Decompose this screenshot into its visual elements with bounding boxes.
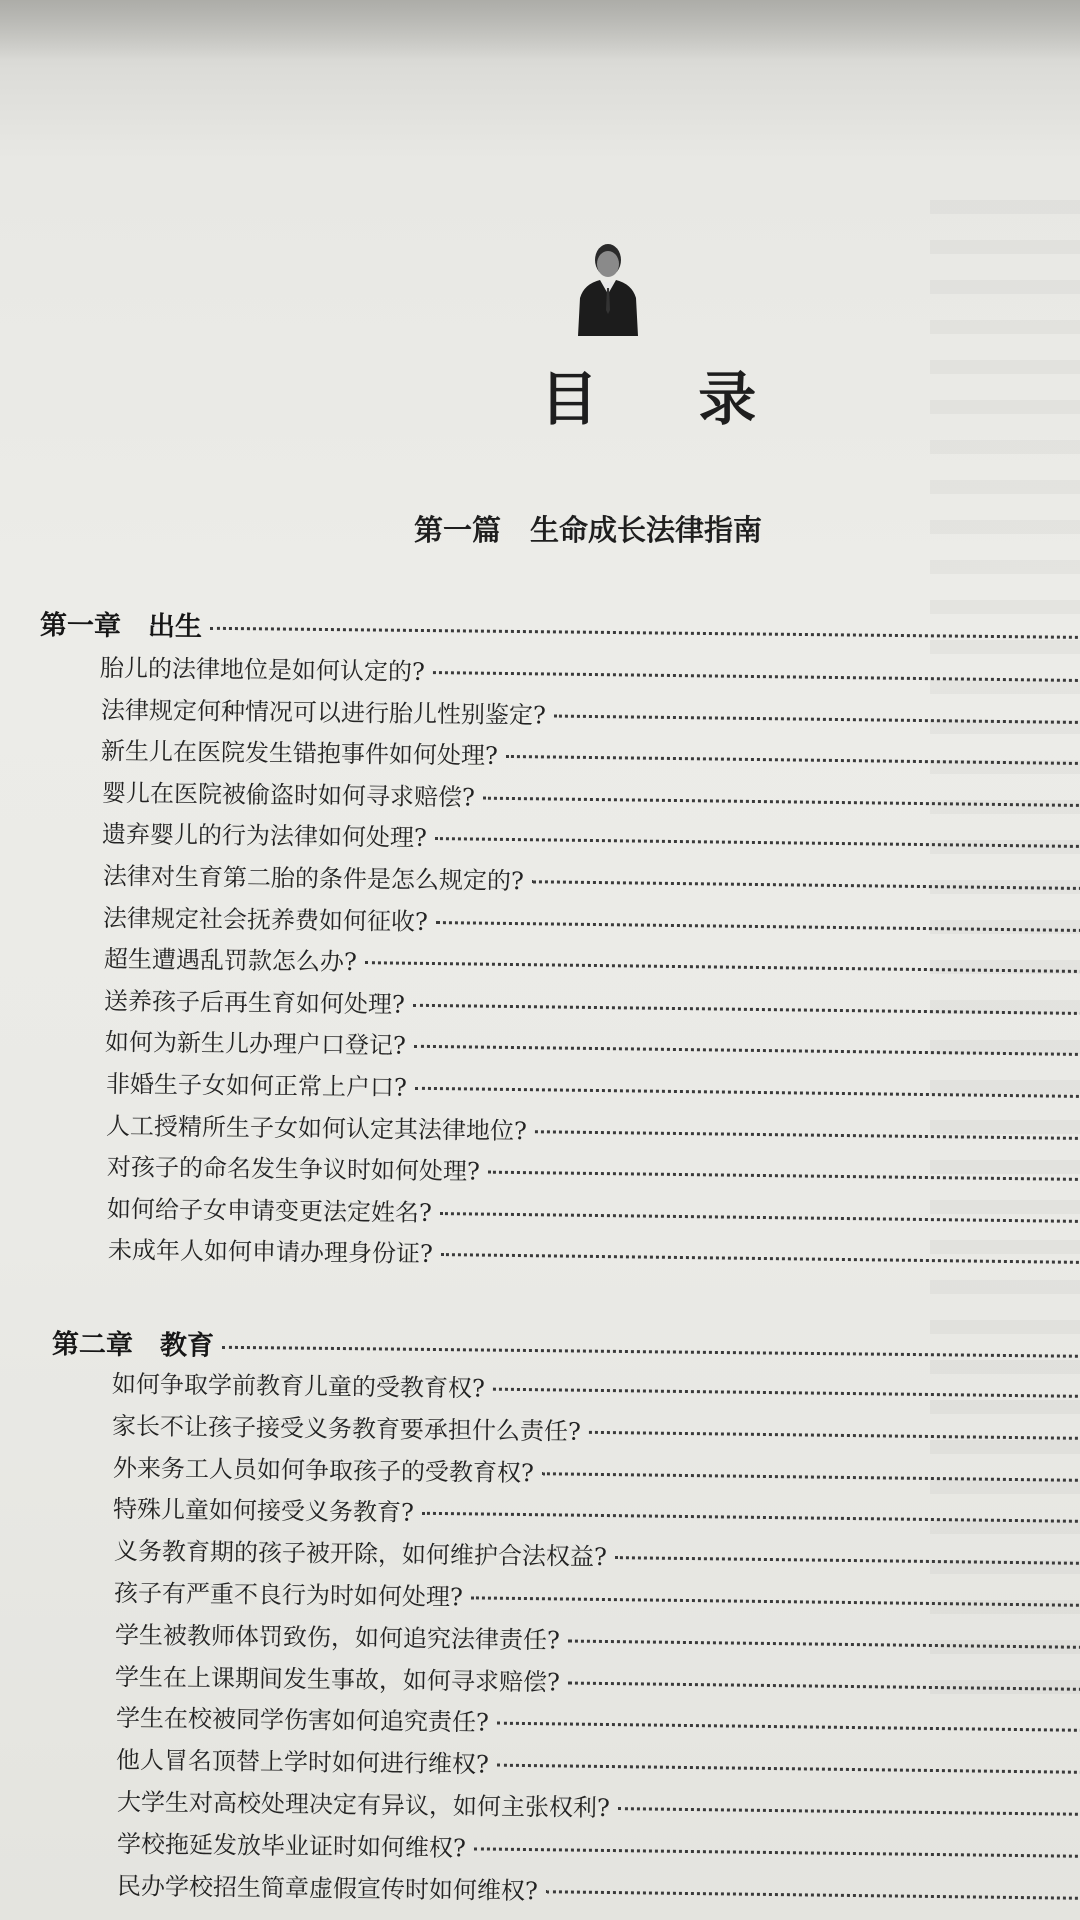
toc-entry-label: 如何为新生儿办理户口登记? [104,1028,406,1061]
toc-entry-label: 法律对生育第二胎的条件是怎么规定的? [102,862,524,896]
leader-dots [615,1555,1080,1565]
leader-dots [493,1387,1080,1398]
leader-dots [568,1680,1080,1690]
toc-entry-label: 超生遭遇乱罚款怎么办? [103,945,357,977]
leader-dots [414,1044,1080,1056]
leader-dots [471,1595,1080,1607]
leader-dots [589,1430,1080,1440]
toc-entry-label: 未成年人如何申请办理身份证? [107,1236,433,1269]
toc-entry-label: 法律规定何种情况可以进行胎儿性别鉴定? [100,695,546,730]
leader-dots [440,1211,1080,1223]
leader-dots [422,1511,1080,1523]
chapter-label: 第二章 教育 [51,1329,215,1362]
toc-entry-label: 学生在校被同学伤害如何追究责任? [115,1704,489,1737]
leader-dots [441,1252,1080,1264]
toc-entry-label: 婴儿在医院被偷盗时如何寻求赔偿? [101,778,475,812]
leader-dots [414,1086,1080,1098]
page-shadow [0,0,1080,60]
leader-dots [435,836,1080,848]
leader-dots [474,1846,1080,1858]
leader-dots [482,795,1080,806]
toc-entry-label: 遗弃婴儿的行为法律如何处理? [102,820,428,853]
leader-dots [567,1638,1080,1648]
toc-entry-label: 学生在上课期间发生事故，如何寻求赔偿? [114,1662,561,1697]
chapter-heading[interactable] [40,603,1080,654]
toc-entry[interactable] [116,1740,1080,1790]
toc-entry-label: 如何争取学前教育儿童的受教育权? [111,1370,486,1403]
toc-entry-label: 送养孩子后再生育如何处理? [104,986,406,1019]
toc-entry-label: 新生儿在医院发生错抱事件如何处理? [100,737,499,771]
page-title: 目 录 [540,365,797,433]
leader-dots [532,879,1080,890]
leader-dots [496,1721,1080,1732]
toc-entry[interactable] [117,1866,1080,1916]
leader-dots [436,920,1080,932]
toc-entry[interactable] [117,1824,1080,1874]
leader-dots [365,960,1080,973]
part-heading: 第一篇 生命成长法律指南 [414,513,763,547]
leader-dots [617,1806,1080,1816]
toc-entry-label: 民办学校招生简章虚假宣传时如何维权? [117,1871,539,1905]
leader-dots [413,1003,1080,1015]
toc-entry-label: 法律规定社会抚养费如何征收? [103,903,429,936]
toc-entry-label: 如何给子女申请变更法定姓名? [106,1194,433,1227]
leader-dots [535,1129,1080,1140]
toc-entry-label: 非婚生子女如何正常上户口? [105,1070,407,1102]
toc-entry-label: 特殊儿童如何接受义务教育? [113,1495,415,1528]
leader-dots [553,713,1080,724]
leader-dots [542,1471,1080,1482]
toc-entry-label: 学校拖延发放毕业证时如何维权? [116,1829,466,1863]
leader-dots [433,670,1080,682]
toc-entry-label: 孩子有严重不良行为时如何处理? [114,1579,464,1612]
toc-entry-label: 外来务工人员如何争取孩子的受教育权? [112,1453,534,1487]
leader-dots [210,626,1080,639]
toc-entry-label: 他人冒名顶替上学时如何进行维权? [115,1746,490,1779]
toc-entry-label: 家长不让孩子接受义务教育要承担什么责任? [112,1411,582,1446]
toc-entry-label: 人工授精所生子女如何认定其法律地位? [105,1111,528,1145]
toc-entry-label: 义务教育期的孩子被开除，如何维护合法权益? [113,1537,607,1572]
toc-entry-label: 对孩子的命名发生争议时如何处理? [106,1153,480,1186]
leader-dots [506,754,1080,765]
toc-entry-label: 学生被教师体罚致伤，如何追究法律责任? [114,1620,560,1655]
leader-dots [487,1170,1080,1181]
person-portrait-icon [570,238,646,336]
leader-dots [222,1345,1080,1358]
leader-dots [497,1763,1080,1774]
leader-dots [546,1889,1080,1900]
chapter-label: 第一章 出生 [39,610,203,643]
toc-entry[interactable] [116,1782,1080,1832]
toc-entry-label: 大学生对高校处理决定有异议，如何主张权利? [116,1788,610,1823]
toc-entry-label: 胎儿的法律地位是如何认定的? [99,654,426,686]
